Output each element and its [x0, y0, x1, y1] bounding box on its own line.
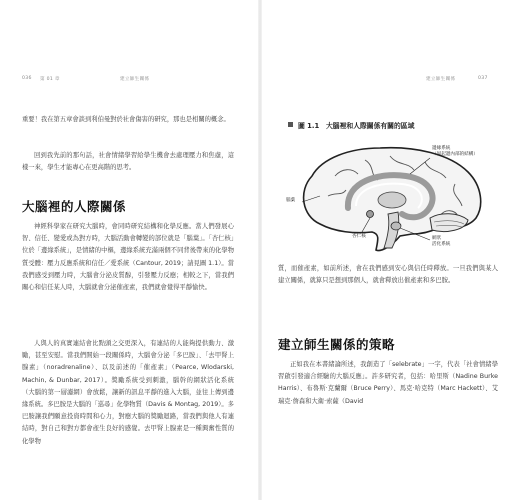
left-paragraph-2: 回到我先前的那句話，社會情緒學習給學生機會去處理壓力和焦慮，這樣一來，學生才能專心在更高階的思考。	[22, 152, 234, 172]
figure-marker	[288, 122, 293, 127]
left-running-head-page-number: 036	[22, 76, 32, 81]
right-page	[260, 0, 520, 500]
left-paragraph-1: 重要！我在第五章會談到利伯曼對於社會傷害的研究，那也是相關的概念。	[22, 116, 230, 123]
right-paragraph-2: 正如我在本書緒論所述，我創造了「selebrate」一字，代表「社會情緒學習啟引發適合經驗的大腦反應」。許多研究者，包括：哈里斯（Nadine Burke Harris）、布魯斯·克蘭爾（Bruce Perry）、馬克·哈克特（Marc Hackett）、艾瑞克·詹森和大衛·索薩（David	[278, 361, 498, 405]
right-section-heading: 建立師生關係的策略	[278, 337, 396, 352]
brain-figure	[280, 136, 505, 256]
label-limbic-system: 邊緣系統 （固起邊內部的結構）	[432, 146, 478, 157]
left-paragraph-4: 人與人的真實連結會比點頭之交更深入，有連結的人能夠提供動力、激勵，甚至安慰。當我們開始一段關係時，大腦會分泌「多巴胺」、「去甲腎上腺素」（noradrenaline）、以及前述的「催產素」（Pearce, Wlodarski, Machin, & Dunbar, 2017）。獎勵系統受到刺激，腦幹的網狀活化系統（大腦的第一層濾網）會放鬆，讓新的訊息平靜的進入大腦，並往上傳到邊緣系統。多巴胺是大腦的「巡尋」化學物質（Davis & Montag, 2019）。多巴胺讓我們願意投資時間和心力，對應大腦的獎勵迴路，當我們與他人有連結時，對自己和對方都會產生良好的感覺。去甲腎上腺素是一種興奮性質的化學物	[22, 340, 234, 445]
left-section-heading: 大腦裡的人際關係	[22, 199, 127, 214]
left-running-head-chapter: 第 01 章	[40, 77, 60, 82]
right-paragraph-1: 質，而催產素，如前所述，會在我們感到安心與信任時釋放。一旦我們與某人建立關係，就算只是想到那個人，就會釋放出催產素和多巴胺。	[278, 265, 498, 285]
left-running-head-title: 建立師生關係	[120, 77, 150, 82]
label-amygdala: 杏仁核	[352, 234, 366, 239]
figure-caption: 圖 1.1 大腦裡和人際關係有關的區域	[298, 122, 415, 130]
label-cortex: 腦葉	[286, 198, 296, 203]
left-paragraph-3: 神經科學家在研究大腦時，會同時研究結構和化學反應。當人們發展心智、信任、變愛或為對方時，大腦活動會轉變的部位就是「腦葉」。「杏仁核」位於「邊緣系統」，是情緒的中樞，邊緣系統充滿兩個不同背後帶來的化學物質受體：壓力反應系統和信任／愛系統（Cantour, 2019；請見圖 1.1）。當我們感受到壓力時，大腦會分泌皮質醇，引發壓力反應；相較之下，當我們關心和信任某人時，大腦就會分泌催產素，我們就會覺得平靜愉快。	[22, 223, 234, 292]
label-reticular-activating-system: 網狀 活化系統	[432, 236, 451, 247]
right-running-head-title: 建立師生關係	[426, 77, 456, 82]
right-running-head-page-number: 037	[478, 76, 488, 81]
